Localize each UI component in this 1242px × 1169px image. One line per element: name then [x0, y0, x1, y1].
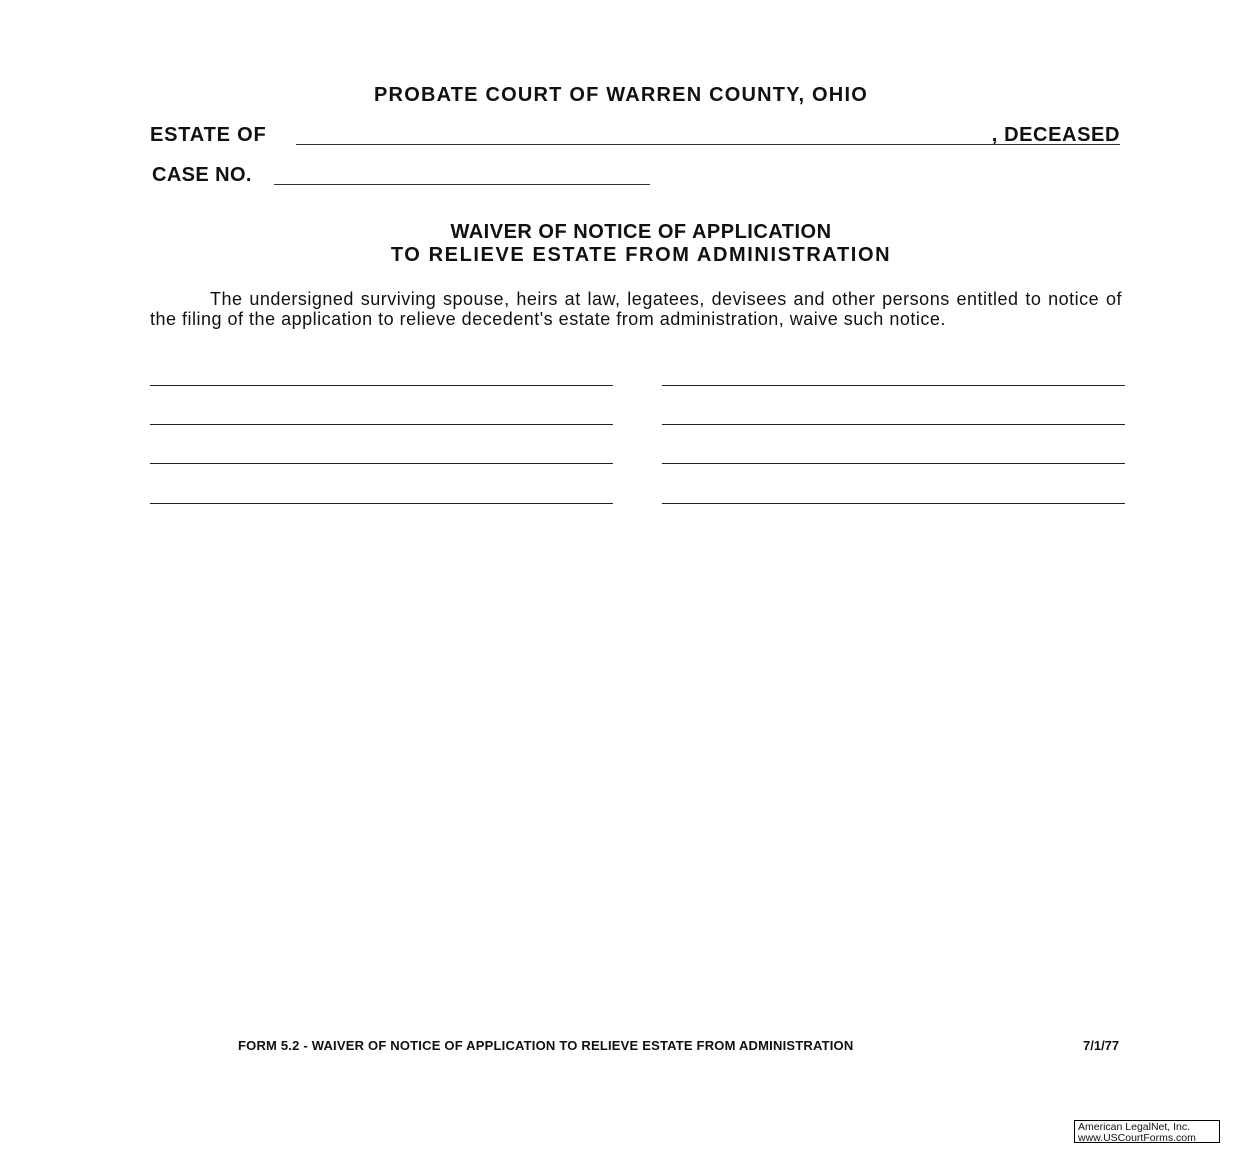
court-title: PROBATE COURT OF WARREN COUNTY, OHIO [374, 84, 868, 106]
signature-line-left-2[interactable] [150, 424, 613, 425]
estate-of-row [150, 124, 1120, 152]
signature-line-right-1[interactable] [662, 385, 1125, 386]
publisher-name: American LegalNet, Inc. [1078, 1121, 1191, 1133]
signature-line-right-4[interactable] [662, 503, 1125, 504]
signature-line-right-2[interactable] [662, 424, 1125, 425]
case-number-label: CASE NO. [152, 164, 252, 186]
case-number-row [152, 164, 652, 192]
estate-of-label: ESTATE OF [150, 124, 267, 146]
deceased-label: , DECEASED [991, 124, 1120, 146]
form-title [0, 221, 1242, 267]
publisher-badge [1074, 1120, 1220, 1143]
footer-form-date: 7/1/77 [1083, 1038, 1120, 1053]
waiver-paragraph: The undersigned surviving spouse, heirs at law, legatees, devisees and other persons entitled to notice of the filing of the application to relieve decedent's estate from administration, waive such notice. [150, 289, 1122, 329]
case-number-field[interactable] [274, 184, 650, 185]
publisher-url: www.USCourtForms.com [1078, 1132, 1196, 1144]
signature-line-left-1[interactable] [150, 385, 613, 386]
form-title-line-2: TO RELIEVE ESTATE FROM ADMINISTRATION [390, 244, 892, 266]
signature-line-left-4[interactable] [150, 503, 613, 504]
signature-line-right-3[interactable] [662, 463, 1125, 464]
signature-line-left-3[interactable] [150, 463, 613, 464]
form-title-line-1: WAIVER OF NOTICE OF APPLICATION [450, 221, 832, 243]
footer-form-label: FORM 5.2 - WAIVER OF NOTICE OF APPLICATION TO RELIEVE ESTATE FROM ADMINISTRATION [238, 1038, 854, 1053]
